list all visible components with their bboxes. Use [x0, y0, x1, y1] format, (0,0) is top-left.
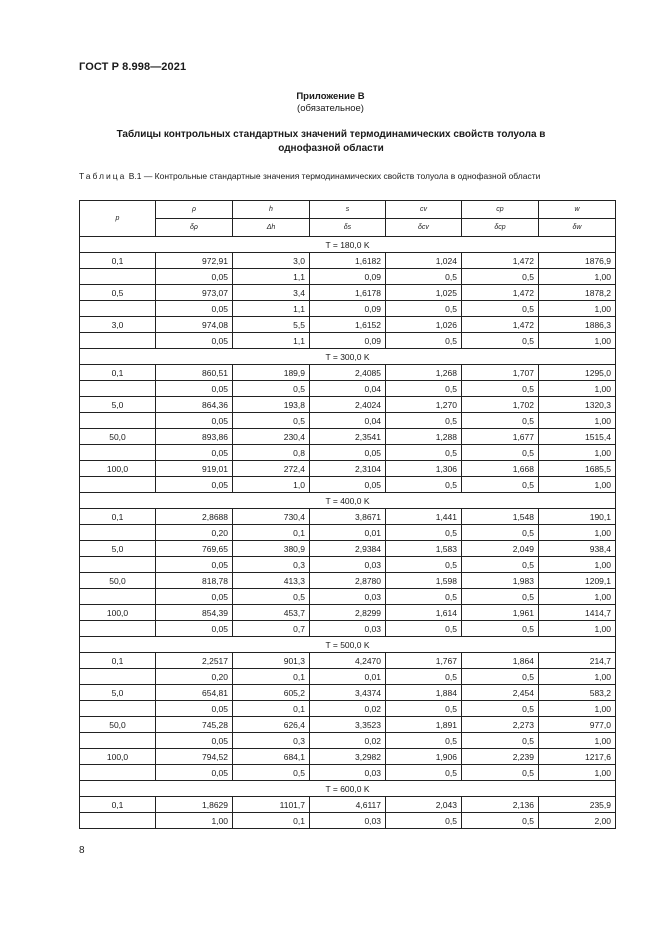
- uncertainty-cell: 1,00: [156, 813, 233, 829]
- value-cell: 2,4024: [310, 397, 386, 413]
- uncertainty-cell: 1,1: [233, 301, 310, 317]
- caption-text: В.1 — Контрольные стандартные значения термодинамических свойств толуола в однофазной области: [128, 171, 541, 181]
- uncertainty-cell: 0,04: [310, 413, 386, 429]
- empty-cell: [80, 765, 156, 781]
- uncertainty-cell: 1,00: [539, 333, 616, 349]
- uncertainty-row: [80, 589, 616, 605]
- pressure-cell: 5,0: [80, 541, 156, 557]
- header-density: ρ: [156, 201, 233, 219]
- uncertainty-cell: 0,03: [310, 621, 386, 637]
- uncertainty-cell: 0,1: [233, 813, 310, 829]
- value-cell: 1320,3: [539, 397, 616, 413]
- value-row: [80, 797, 616, 813]
- uncertainty-cell: 1,00: [539, 589, 616, 605]
- uncertainty-row: [80, 669, 616, 685]
- value-cell: 1217,6: [539, 749, 616, 765]
- value-cell: 2,3541: [310, 429, 386, 445]
- uncertainty-cell: 0,5: [386, 701, 462, 717]
- value-cell: 1,614: [386, 605, 462, 621]
- value-cell: 1,472: [462, 285, 539, 301]
- header-cp-unc: δcp: [462, 219, 539, 237]
- value-row: [80, 253, 616, 269]
- header-cv-unc: δcv: [386, 219, 462, 237]
- uncertainty-cell: 0,5: [462, 477, 539, 493]
- value-cell: 1295,0: [539, 365, 616, 381]
- uncertainty-cell: 0,5: [386, 381, 462, 397]
- uncertainty-row: [80, 733, 616, 749]
- uncertainty-cell: 1,1: [233, 269, 310, 285]
- uncertainty-cell: 0,5: [386, 269, 462, 285]
- uncertainty-cell: 0,5: [462, 813, 539, 829]
- value-row: [80, 717, 616, 733]
- value-cell: 1,707: [462, 365, 539, 381]
- main-title: Таблицы контрольных стандартных значений термодинамических свойств толуола в однофазной области: [116, 129, 546, 154]
- value-cell: 1,026: [386, 317, 462, 333]
- value-cell: 938,4: [539, 541, 616, 557]
- value-cell: 973,07: [156, 285, 233, 301]
- value-cell: 3,4: [233, 285, 310, 301]
- uncertainty-row: [80, 477, 616, 493]
- uncertainty-cell: 0,5: [462, 525, 539, 541]
- value-cell: 1,270: [386, 397, 462, 413]
- value-cell: 190,1: [539, 509, 616, 525]
- temperature-row: [80, 781, 616, 797]
- value-row: [80, 397, 616, 413]
- value-cell: 2,8780: [310, 573, 386, 589]
- uncertainty-cell: 0,5: [386, 557, 462, 573]
- value-cell: 1,6152: [310, 317, 386, 333]
- value-cell: 605,2: [233, 685, 310, 701]
- temperature-label: T = 600,0 K: [80, 781, 616, 797]
- uncertainty-cell: 0,5: [462, 381, 539, 397]
- table-caption: [79, 171, 591, 182]
- empty-cell: [80, 333, 156, 349]
- empty-cell: [80, 413, 156, 429]
- value-row: [80, 317, 616, 333]
- value-cell: 214,7: [539, 653, 616, 669]
- pressure-cell: 50,0: [80, 717, 156, 733]
- pressure-cell: 50,0: [80, 573, 156, 589]
- uncertainty-cell: 1,00: [539, 701, 616, 717]
- uncertainty-cell: 0,5: [386, 621, 462, 637]
- value-cell: 1,961: [462, 605, 539, 621]
- value-cell: 1,668: [462, 461, 539, 477]
- empty-cell: [80, 733, 156, 749]
- value-cell: 1,441: [386, 509, 462, 525]
- page-number: 8: [79, 845, 85, 856]
- value-row: [80, 573, 616, 589]
- uncertainty-row: [80, 301, 616, 317]
- empty-cell: [80, 701, 156, 717]
- uncertainty-row: [80, 557, 616, 573]
- value-cell: 193,8: [233, 397, 310, 413]
- value-cell: 1,6178: [310, 285, 386, 301]
- header-enthalpy-unc: Δh: [233, 219, 310, 237]
- header-cp: cp: [462, 201, 539, 219]
- empty-cell: [80, 269, 156, 285]
- value-cell: 626,4: [233, 717, 310, 733]
- value-cell: 583,2: [539, 685, 616, 701]
- uncertainty-row: [80, 413, 616, 429]
- value-cell: 1,6182: [310, 253, 386, 269]
- header-entropy: s: [310, 201, 386, 219]
- value-cell: 1,472: [462, 253, 539, 269]
- empty-cell: [80, 445, 156, 461]
- value-cell: 893,86: [156, 429, 233, 445]
- value-cell: 380,9: [233, 541, 310, 557]
- uncertainty-cell: 0,03: [310, 813, 386, 829]
- uncertainty-cell: 0,5: [386, 669, 462, 685]
- uncertainty-cell: 0,05: [156, 621, 233, 637]
- value-cell: 1,548: [462, 509, 539, 525]
- uncertainty-cell: 0,05: [156, 333, 233, 349]
- empty-cell: [80, 621, 156, 637]
- uncertainty-cell: 0,5: [386, 333, 462, 349]
- uncertainty-cell: 1,1: [233, 333, 310, 349]
- empty-cell: [80, 589, 156, 605]
- uncertainty-cell: 0,7: [233, 621, 310, 637]
- uncertainty-cell: 0,1: [233, 701, 310, 717]
- value-cell: 1,864: [462, 653, 539, 669]
- value-cell: 1,472: [462, 317, 539, 333]
- caption-label: Таблица: [79, 171, 127, 181]
- uncertainty-cell: 0,5: [462, 589, 539, 605]
- value-cell: 1,025: [386, 285, 462, 301]
- value-row: [80, 605, 616, 621]
- uncertainty-cell: 0,5: [386, 445, 462, 461]
- pressure-cell: 0,1: [80, 365, 156, 381]
- uncertainty-cell: 0,5: [462, 301, 539, 317]
- uncertainty-cell: 0,05: [156, 557, 233, 573]
- value-cell: 3,0: [233, 253, 310, 269]
- value-cell: 189,9: [233, 365, 310, 381]
- empty-cell: [80, 669, 156, 685]
- value-cell: 730,4: [233, 509, 310, 525]
- temperature-label: T = 180,0 K: [80, 237, 616, 253]
- uncertainty-cell: 0,05: [156, 301, 233, 317]
- value-cell: 2,8299: [310, 605, 386, 621]
- uncertainty-cell: 1,00: [539, 301, 616, 317]
- uncertainty-cell: 0,05: [156, 733, 233, 749]
- empty-cell: [80, 813, 156, 829]
- value-cell: 4,6117: [310, 797, 386, 813]
- value-cell: 1,306: [386, 461, 462, 477]
- uncertainty-cell: 1,00: [539, 413, 616, 429]
- uncertainty-cell: 0,5: [386, 765, 462, 781]
- value-row: [80, 749, 616, 765]
- value-cell: 1,024: [386, 253, 462, 269]
- value-cell: 2,136: [462, 797, 539, 813]
- value-cell: 3,8671: [310, 509, 386, 525]
- value-cell: 654,81: [156, 685, 233, 701]
- value-cell: 1209,1: [539, 573, 616, 589]
- uncertainty-cell: 1,00: [539, 669, 616, 685]
- value-cell: 864,36: [156, 397, 233, 413]
- value-cell: 901,3: [233, 653, 310, 669]
- value-cell: 2,049: [462, 541, 539, 557]
- uncertainty-cell: 0,5: [233, 589, 310, 605]
- uncertainty-cell: 0,04: [310, 381, 386, 397]
- uncertainty-cell: 0,1: [233, 525, 310, 541]
- uncertainty-cell: 0,5: [462, 557, 539, 573]
- value-row: [80, 429, 616, 445]
- uncertainty-cell: 0,09: [310, 301, 386, 317]
- value-cell: 4,2470: [310, 653, 386, 669]
- properties-table: [79, 200, 616, 829]
- uncertainty-cell: 1,00: [539, 477, 616, 493]
- uncertainty-cell: 0,5: [462, 333, 539, 349]
- uncertainty-cell: 0,03: [310, 557, 386, 573]
- uncertainty-cell: 0,01: [310, 669, 386, 685]
- value-row: [80, 365, 616, 381]
- value-cell: 235,9: [539, 797, 616, 813]
- pressure-cell: 0,1: [80, 253, 156, 269]
- temperature-label: T = 300,0 K: [80, 349, 616, 365]
- table-head: [80, 201, 616, 237]
- uncertainty-cell: 0,5: [233, 765, 310, 781]
- temperature-row: [80, 637, 616, 653]
- value-cell: 2,9384: [310, 541, 386, 557]
- pressure-cell: 0,1: [80, 653, 156, 669]
- value-cell: 2,239: [462, 749, 539, 765]
- head-row-uncertainty: [80, 219, 616, 237]
- uncertainty-cell: 0,5: [462, 669, 539, 685]
- uncertainty-cell: 1,00: [539, 381, 616, 397]
- uncertainty-row: [80, 701, 616, 717]
- uncertainty-cell: 0,5: [462, 269, 539, 285]
- pressure-cell: 3,0: [80, 317, 156, 333]
- value-cell: 230,4: [233, 429, 310, 445]
- temperature-row: [80, 493, 616, 509]
- document-id: ГОСТ Р 8.998—2021: [79, 61, 187, 73]
- temperature-row: [80, 237, 616, 253]
- uncertainty-cell: 0,5: [386, 733, 462, 749]
- uncertainty-cell: 1,00: [539, 445, 616, 461]
- value-cell: 1,983: [462, 573, 539, 589]
- header-enthalpy: h: [233, 201, 310, 219]
- value-cell: 2,4085: [310, 365, 386, 381]
- uncertainty-cell: 0,5: [386, 477, 462, 493]
- uncertainty-cell: 0,02: [310, 733, 386, 749]
- header-entropy-unc: δs: [310, 219, 386, 237]
- value-cell: 1,891: [386, 717, 462, 733]
- uncertainty-cell: 0,05: [156, 445, 233, 461]
- value-cell: 794,52: [156, 749, 233, 765]
- uncertainty-cell: 0,3: [233, 557, 310, 573]
- value-cell: 1878,2: [539, 285, 616, 301]
- header-pressure: p: [80, 201, 156, 237]
- uncertainty-cell: 0,05: [156, 381, 233, 397]
- header-density-unc: δρ: [156, 219, 233, 237]
- value-cell: 5,5: [233, 317, 310, 333]
- value-cell: 1,906: [386, 749, 462, 765]
- uncertainty-cell: 0,5: [462, 765, 539, 781]
- value-cell: 1,268: [386, 365, 462, 381]
- uncertainty-cell: 0,09: [310, 269, 386, 285]
- uncertainty-row: [80, 525, 616, 541]
- empty-cell: [80, 525, 156, 541]
- uncertainty-cell: 0,5: [462, 413, 539, 429]
- header-sound-speed-unc: δw: [539, 219, 616, 237]
- value-cell: 3,3523: [310, 717, 386, 733]
- uncertainty-cell: 1,00: [539, 557, 616, 573]
- uncertainty-cell: 0,03: [310, 589, 386, 605]
- value-cell: 769,65: [156, 541, 233, 557]
- value-cell: 3,4374: [310, 685, 386, 701]
- value-cell: 972,91: [156, 253, 233, 269]
- pressure-cell: 100,0: [80, 461, 156, 477]
- uncertainty-cell: 1,00: [539, 765, 616, 781]
- value-cell: 818,78: [156, 573, 233, 589]
- value-cell: 974,08: [156, 317, 233, 333]
- pressure-cell: 100,0: [80, 749, 156, 765]
- uncertainty-cell: 0,5: [462, 621, 539, 637]
- uncertainty-cell: 0,05: [310, 445, 386, 461]
- uncertainty-cell: 0,02: [310, 701, 386, 717]
- uncertainty-cell: 1,00: [539, 621, 616, 637]
- head-row-symbols: [80, 201, 616, 219]
- value-cell: 1,583: [386, 541, 462, 557]
- pressure-cell: 100,0: [80, 605, 156, 621]
- uncertainty-row: [80, 445, 616, 461]
- value-cell: 1,702: [462, 397, 539, 413]
- value-row: [80, 685, 616, 701]
- uncertainty-cell: 0,5: [386, 525, 462, 541]
- value-cell: 413,3: [233, 573, 310, 589]
- value-row: [80, 461, 616, 477]
- uncertainty-cell: 0,05: [156, 413, 233, 429]
- uncertainty-cell: 2,00: [539, 813, 616, 829]
- uncertainty-cell: 0,03: [310, 765, 386, 781]
- value-cell: 1414,7: [539, 605, 616, 621]
- uncertainty-cell: 0,09: [310, 333, 386, 349]
- value-cell: 919,01: [156, 461, 233, 477]
- uncertainty-row: [80, 765, 616, 781]
- value-cell: 2,2517: [156, 653, 233, 669]
- pressure-cell: 0,1: [80, 797, 156, 813]
- uncertainty-cell: 0,05: [156, 477, 233, 493]
- value-cell: 854,39: [156, 605, 233, 621]
- empty-cell: [80, 381, 156, 397]
- pressure-cell: 5,0: [80, 397, 156, 413]
- uncertainty-cell: 0,1: [233, 669, 310, 685]
- uncertainty-cell: 0,20: [156, 525, 233, 541]
- value-cell: 2,3104: [310, 461, 386, 477]
- uncertainty-cell: 0,8: [233, 445, 310, 461]
- pressure-cell: 50,0: [80, 429, 156, 445]
- table-body: [80, 237, 616, 829]
- header-sound-speed: w: [539, 201, 616, 219]
- pressure-cell: 5,0: [80, 685, 156, 701]
- empty-cell: [80, 477, 156, 493]
- value-row: [80, 285, 616, 301]
- uncertainty-cell: 0,20: [156, 669, 233, 685]
- value-cell: 1,288: [386, 429, 462, 445]
- uncertainty-row: [80, 621, 616, 637]
- value-cell: 1,884: [386, 685, 462, 701]
- value-cell: 684,1: [233, 749, 310, 765]
- value-cell: 2,454: [462, 685, 539, 701]
- uncertainty-row: [80, 381, 616, 397]
- pressure-cell: 0,1: [80, 509, 156, 525]
- uncertainty-cell: 0,05: [310, 477, 386, 493]
- value-cell: 1886,3: [539, 317, 616, 333]
- uncertainty-row: [80, 333, 616, 349]
- uncertainty-cell: 1,00: [539, 733, 616, 749]
- value-cell: 3,2982: [310, 749, 386, 765]
- value-cell: 1,677: [462, 429, 539, 445]
- uncertainty-cell: 1,00: [539, 525, 616, 541]
- value-cell: 453,7: [233, 605, 310, 621]
- value-cell: 1,8629: [156, 797, 233, 813]
- uncertainty-cell: 0,05: [156, 269, 233, 285]
- uncertainty-cell: 1,00: [539, 269, 616, 285]
- value-row: [80, 509, 616, 525]
- header-cv: cv: [386, 201, 462, 219]
- uncertainty-cell: 0,5: [462, 733, 539, 749]
- temperature-label: T = 500,0 K: [80, 637, 616, 653]
- temperature-label: T = 400,0 K: [80, 493, 616, 509]
- value-cell: 272,4: [233, 461, 310, 477]
- uncertainty-cell: 0,5: [462, 445, 539, 461]
- value-cell: 1,598: [386, 573, 462, 589]
- uncertainty-cell: 0,05: [156, 765, 233, 781]
- uncertainty-cell: 0,5: [233, 381, 310, 397]
- uncertainty-cell: 0,5: [386, 589, 462, 605]
- value-cell: 1685,5: [539, 461, 616, 477]
- value-cell: 2,273: [462, 717, 539, 733]
- value-row: [80, 653, 616, 669]
- uncertainty-row: [80, 269, 616, 285]
- value-cell: 1101,7: [233, 797, 310, 813]
- uncertainty-cell: 0,5: [386, 301, 462, 317]
- value-cell: 1515,4: [539, 429, 616, 445]
- uncertainty-cell: 0,5: [386, 813, 462, 829]
- uncertainty-cell: 0,5: [462, 701, 539, 717]
- value-cell: 977,0: [539, 717, 616, 733]
- uncertainty-cell: 0,05: [156, 701, 233, 717]
- uncertainty-cell: 0,5: [233, 413, 310, 429]
- uncertainty-cell: 1,0: [233, 477, 310, 493]
- uncertainty-cell: 0,5: [386, 413, 462, 429]
- value-cell: 1876,9: [539, 253, 616, 269]
- uncertainty-cell: 0,3: [233, 733, 310, 749]
- value-cell: 745,28: [156, 717, 233, 733]
- value-row: [80, 541, 616, 557]
- temperature-row: [80, 349, 616, 365]
- empty-cell: [80, 557, 156, 573]
- empty-cell: [80, 301, 156, 317]
- value-cell: 2,043: [386, 797, 462, 813]
- value-cell: 1,767: [386, 653, 462, 669]
- uncertainty-row: [80, 813, 616, 829]
- value-cell: 860,51: [156, 365, 233, 381]
- pressure-cell: 0,5: [80, 285, 156, 301]
- uncertainty-cell: 0,05: [156, 589, 233, 605]
- uncertainty-cell: 0,01: [310, 525, 386, 541]
- appendix-title: Приложение В: [296, 91, 365, 102]
- value-cell: 2,8688: [156, 509, 233, 525]
- appendix-subtitle: (обязательное): [297, 103, 364, 114]
